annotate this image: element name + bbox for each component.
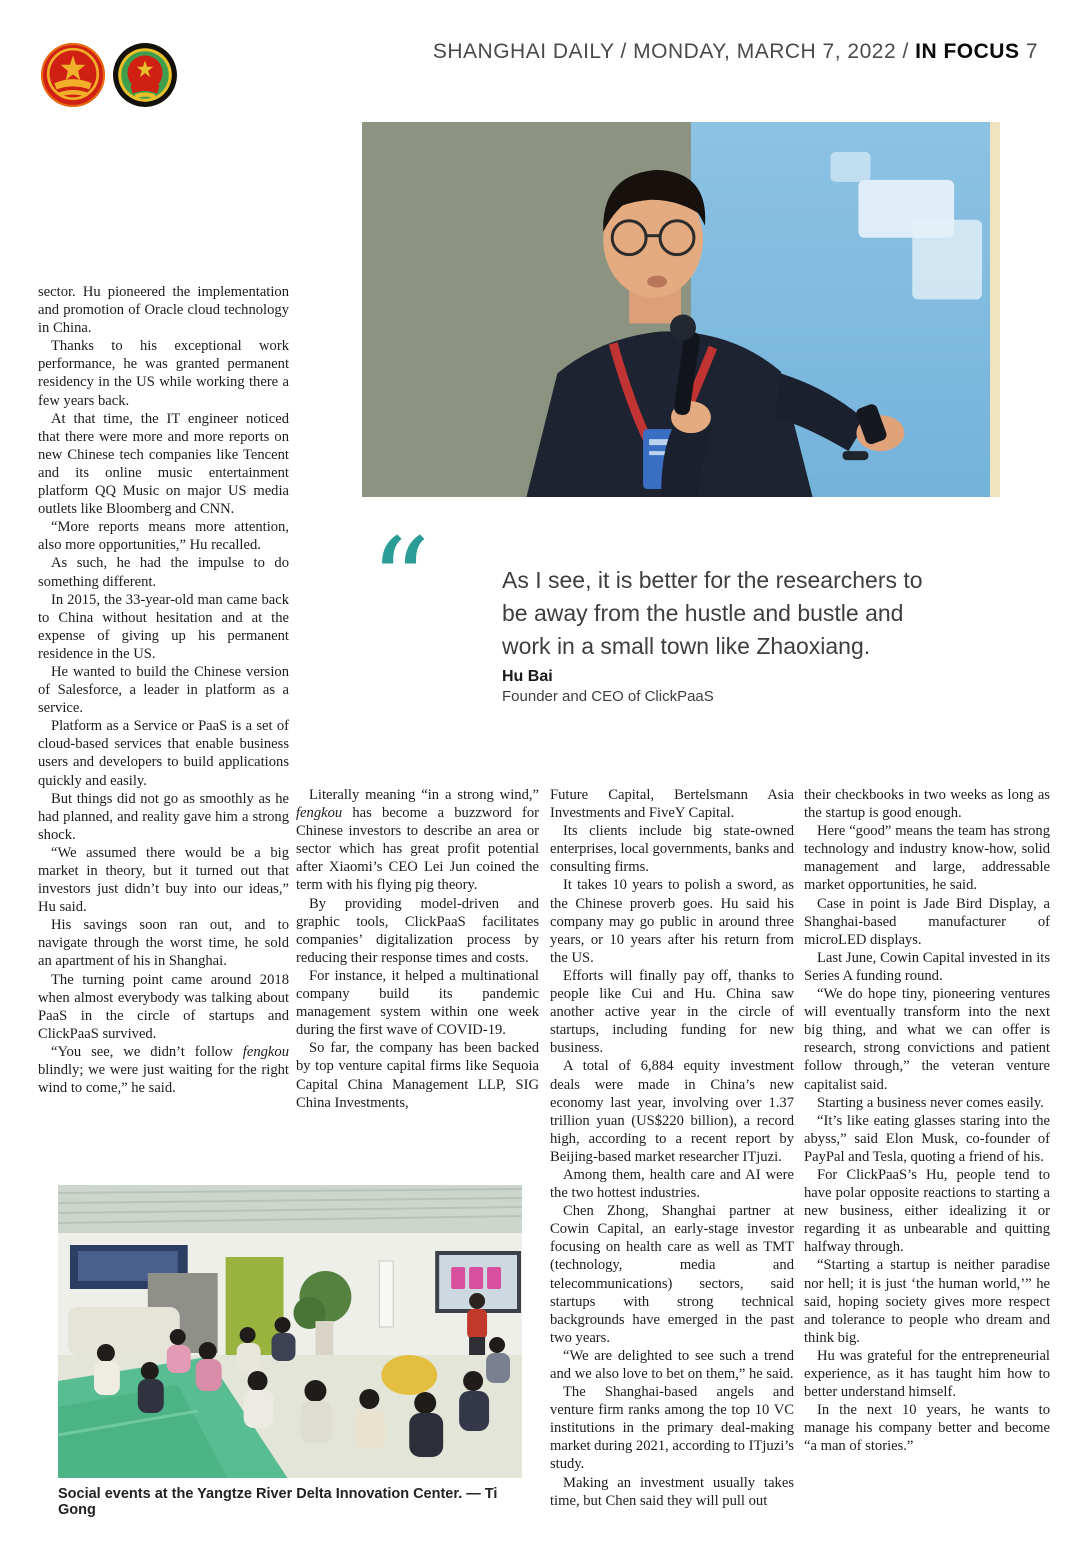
article-column-3 (550, 786, 794, 1510)
section-title: IN FOCUS (915, 40, 1020, 63)
article-paragraph: “You see, we didn’t follow fengkou blindly; we were just waiting for the right wind to come,” he said. (38, 1043, 289, 1097)
article-paragraph: By providing model-driven and graphic tools, ClickPaaS facilitates companies’ digitalization process by reducing their response times and costs. (296, 895, 539, 966)
quote-attribution-name: Hu Bai (502, 668, 553, 685)
article-paragraph: Platform as a Service or PaaS is a set of cloud-based services that enable business users and developers to build applications quickly and easily. (38, 718, 289, 789)
article-paragraph: For ClickPaaS’s Hu, people tend to have polar opposite reactions to starting a new business, either idealizing it or regarding it as unbearable and quitting halfway through. (804, 1166, 1050, 1256)
article-paragraph: At that time, the IT engineer noticed that there were more and more reports on new Chinese tech companies like Tencent and its online music entertainment platform QQ Music on major US media outlets like Bloomberg and CNN. (38, 410, 289, 518)
cppcc-emblem-icon (112, 42, 178, 108)
article-paragraph: The Shanghai-based angels and venture firm ranks among the top 10 VC institutions in the primary deal-making market during 2021, according to ITjuzi’s study. (550, 1384, 794, 1473)
national-emblem-icon (40, 42, 106, 108)
article-paragraph: Here “good” means the team has strong technology and industry know-how, solid management and large, addressable market opportunities, he said. (804, 823, 1050, 894)
article-paragraph: their checkbooks in two weeks as long as the startup is good enough. (804, 787, 1050, 822)
article-paragraph: It takes 10 years to polish a sword, as the Chinese proverb goes. Hu said his company may go public in around three years, or 10 years after his return from the US. (550, 877, 794, 966)
masthead-date: SHANGHAI DAILY / MONDAY, MARCH 7, 2022 / (432, 40, 916, 63)
article-paragraph: But things did not go as smoothly as he had planned, and reality gave him a strong shock. (38, 790, 289, 843)
photo-caption: Social events at the Yangtze River Delta Innovation Center. — Ti Gong (58, 1486, 498, 1518)
article-paragraph: As such, he had the impulse to do something different. (38, 555, 289, 590)
article-paragraph: Case in point is Jade Bird Display, a Shanghai-based manufacturer of microLED displays. (804, 895, 1050, 948)
article-paragraph: For instance, it helped a multinational company build its pandemic management system within one week during the first wave of COVID-19. (296, 967, 539, 1039)
article-paragraph: In 2015, the 33-year-old man came back to China without hesitation and at the expense of giving up his permanent residence in the US. (38, 591, 289, 662)
article-column-2 (296, 786, 539, 1112)
article-paragraph: “We are delighted to see such a trend and we also love to bet on them,” he said. (550, 1347, 794, 1382)
article-paragraph: Making an investment usually takes time, but Chen said they will pull out (550, 1474, 794, 1509)
article-paragraph: sector. Hu pioneered the implementation and promotion of Oracle cloud technology in China. (38, 284, 289, 337)
quote-attribution-role: Founder and CEO of ClickPaaS (502, 688, 714, 705)
article-paragraph: Starting a business never comes easily. (817, 1094, 1044, 1111)
article-paragraph: In the next 10 years, he wants to manage his company better and become “a man of stories.” (804, 1402, 1050, 1455)
article-paragraph: A total of 6,884 equity investment deals were made in China’s new economy last year, involving over 1.37 trillion yuan (US$220 billion), a record high, according to a recent report by Beijing-based market researcher ITjuzi. (550, 1058, 794, 1165)
article-column-4 (804, 786, 1050, 1455)
article-paragraph: Chen Zhong, Shanghai partner at Cowin Capital, an early-stage investor focusing on health care as well as TMT (technology, media and telecommunications) sectors, said startups with strong technical backgrounds have emerged in the past two years. (550, 1203, 794, 1346)
pull-quote (362, 512, 1002, 726)
article-paragraph: “It’s like eating glasses staring into the abyss,” said Elon Musk, co-founder of PayPal and Tesla, quoting a friend of his. (804, 1112, 1050, 1165)
article-paragraph: “We do hope tiny, pioneering ventures will eventually transform into the next big thing, and what we can offer is research, strong convictions and patient follow through,” the veteran venture capitalist said. (804, 986, 1050, 1093)
article-paragraph: “We assumed there would be a big market in theory, but it turned out that investors just didn’t buy into our ideas,” Hu said. (38, 844, 289, 916)
article-paragraph: Among them, health care and AI were the two hottest industries. (550, 1166, 794, 1202)
article-paragraph: Efforts will finally pay off, thanks to people like Cui and Hu. China saw another active year in the circle of startups, including funding for new business. (550, 967, 794, 1057)
quote-text: As I see, it is better for the researchers to be away from the hustle and bustle and work in a small town like Zhaoxiang. (502, 567, 923, 659)
article-paragraph: He wanted to build the Chinese version of Salesforce, a leader in platform as a service. (38, 663, 289, 717)
quote-mark-icon: “ (370, 512, 431, 650)
main-photo-speaker (362, 122, 1000, 497)
article-column-1 (38, 283, 289, 1097)
article-paragraph: Hu was grateful for the entrepreneurial experience, as it has taught him how to better understand himself. (804, 1347, 1050, 1401)
bottom-photo-social-event (58, 1185, 522, 1478)
page-number: 7 (1019, 40, 1038, 63)
article-paragraph: Its clients include big state-owned enterprises, local governments, banks and consulting firms. (550, 823, 794, 876)
article-paragraph: Thanks to his exceptional work performance, he was granted permanent residency in the US while working there a few years back. (38, 338, 289, 409)
article-paragraph: So far, the company has been backed by top venture capital firms like Sequoia Capital China Management LLP, SIG China Investments, (296, 1040, 539, 1111)
article-paragraph: Last June, Cowin Capital invested in its Series A funding round. (804, 949, 1050, 984)
article-paragraph: “More reports means more attention, also more opportunities,” Hu recalled. (38, 519, 289, 554)
masthead (433, 40, 1038, 64)
article-paragraph: “Starting a startup is neither paradise nor hell; it is just ‘the human world,’” he said, hoping society gives more respect and tolerance to people who dream and think big. (804, 1257, 1050, 1346)
article-paragraph: Literally meaning “in a strong wind,” fengkou has become a buzzword for Chinese investors to describe an area or sector which has great profit potential after Xiaomi’s CEO Lei Jun coined the term with his flying pig theory. (296, 787, 539, 894)
article-paragraph: His savings soon ran out, and to navigate through the worst time, he sold an apartment of his in Shanghai. (38, 917, 289, 970)
article-paragraph: Future Capital, Bertelsmann Asia Investments and FiveY Capital. (550, 787, 794, 822)
article-paragraph: The turning point came around 2018 when almost everybody was talking about PaaS in the circle of startups and ClickPaaS survived. (38, 971, 289, 1042)
